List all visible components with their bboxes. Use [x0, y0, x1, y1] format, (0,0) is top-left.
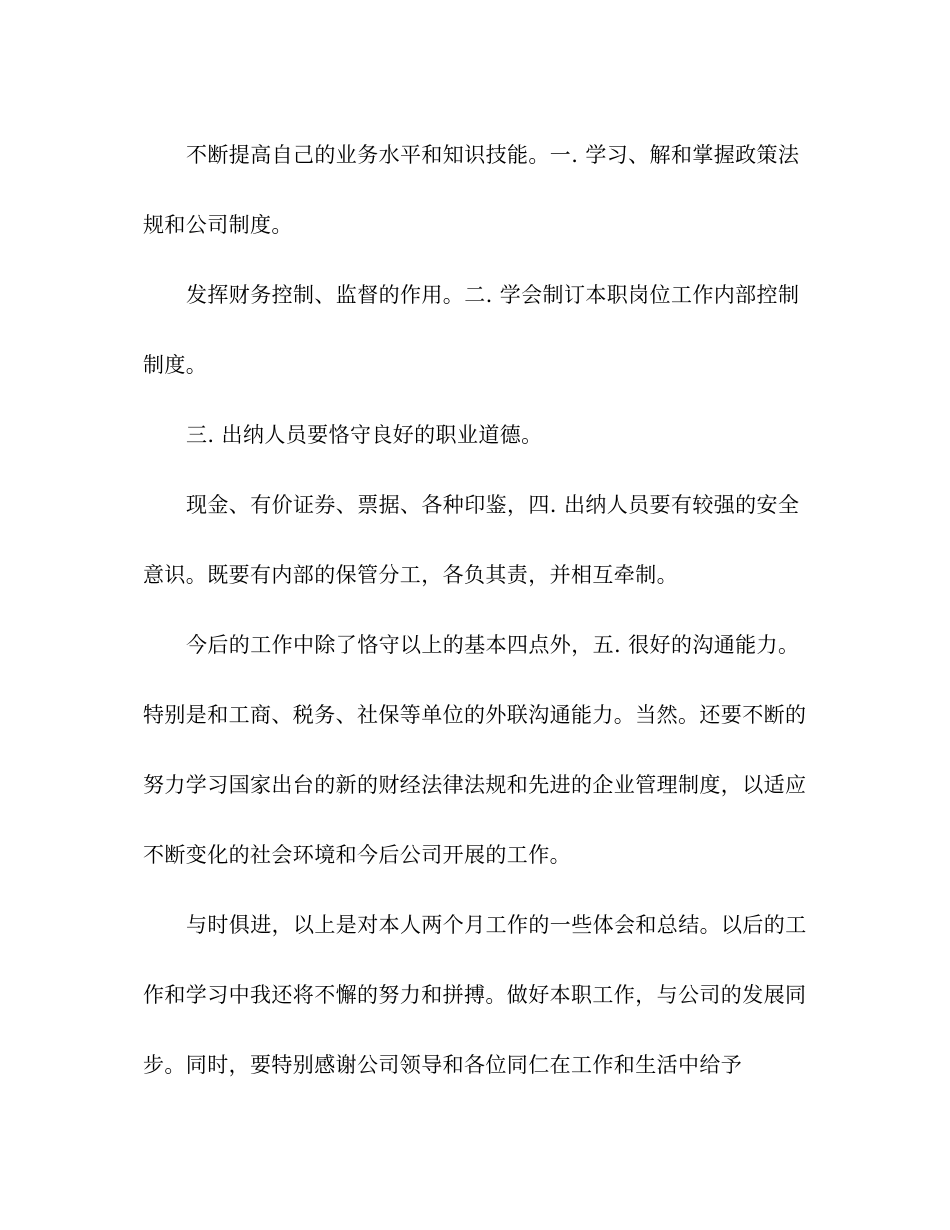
paragraph-5: 今后的工作中除了恪守以上的基本四点外，五. 很好的沟通能力。特别是和工商、税务、社保等单位的外联沟通能力。当然。还要不断的努力学习国家出台的新的财经法律法规和先进的企业管理制度，以适应不断变化的社会环境和今后公司开展的工作。 — [143, 633, 807, 867]
paragraph-1: 不断提高自己的业务水平和知识技能。一. 学习、解和掌握政策法规和公司制度。 — [143, 143, 800, 237]
paragraph-6: 与时俱进，以上是对本人两个月工作的一些体会和总结。以后的工作和学习中我还将不懈的努力和拼搏。做好本职工作，与公司的发展同步。同时，要特别感谢公司领导和各位同仁在工作和生活中给予 — [143, 913, 807, 1077]
paragraph-4: 现金、有价证券、票据、各种印鉴，四. 出纳人员要有较强的安全意识。既要有内部的保管分工，各负其责，并相互牵制。 — [143, 493, 800, 587]
paragraph-3: 三. 出纳人员要恪守良好的职业道德。 — [186, 423, 543, 447]
document-body — [143, 120, 813, 1100]
paragraph-2: 发挥财务控制、监督的作用。二. 学会制订本职岗位工作内部控制制度。 — [143, 283, 800, 377]
